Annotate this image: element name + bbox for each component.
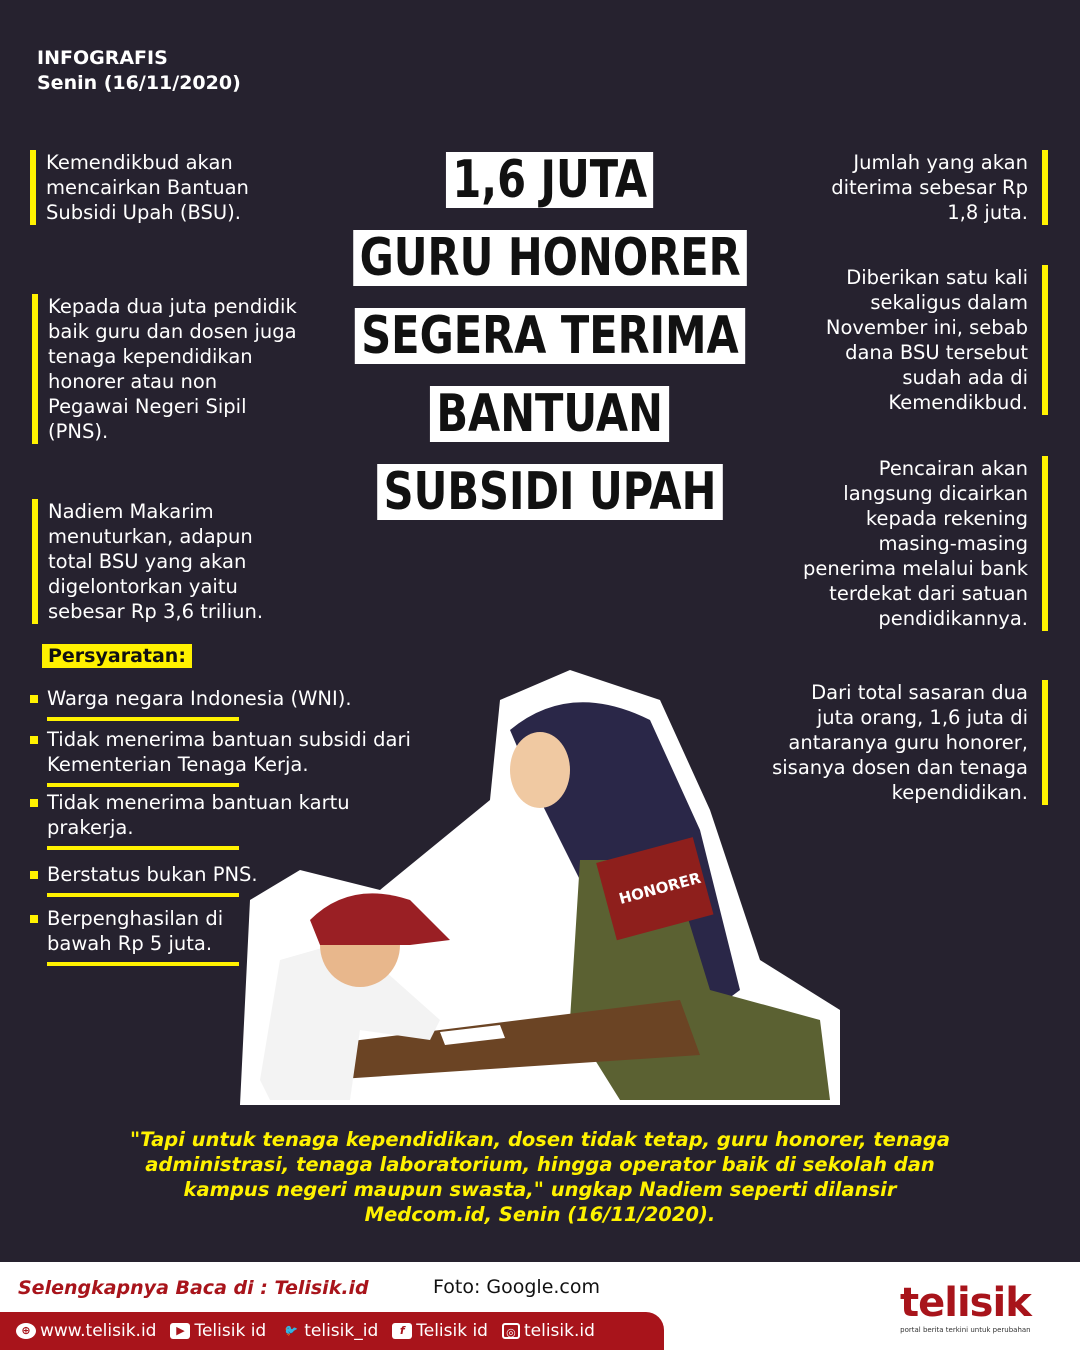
requirement-item: Tidak menerima bantuan kartu prakerja. — [30, 790, 350, 850]
headline-line: SEGERA TERIMA — [355, 308, 745, 364]
headline — [290, 152, 810, 520]
left-note: Kemendikbud akan mencairkan Bantuan Subsidi Upah (BSU). — [30, 150, 250, 225]
right-note: Dari total sasaran dua juta orang, 1,6 juta di antaranya guru honorer, sisanya dosen dan tenaga kependidikan. — [768, 680, 1048, 805]
left-note: Nadiem Makarim menuturkan, adapun total BSU yang akan digelontorkan yaitu sebesar Rp 3,6 triliun. — [32, 499, 302, 624]
headline-line: BANTUAN — [430, 386, 669, 442]
instagram-link[interactable]: ◎ telisik.id — [502, 1321, 595, 1341]
quote: "Tapi untuk tenaga kependidikan, dosen tidak tetap, guru honorer, tenaga administrasi, tenaga laboratorium, hingga operator baik di sekolah dan kampus negeri maupun swasta," ungkap Nadiem seperti dilansir Medcom.id, Senin (16/11/2020). — [129, 1128, 951, 1226]
headline-line: SUBSIDI UPAH — [377, 464, 723, 520]
logo-wordmark: telisik — [900, 1280, 1031, 1326]
logo-tagline: portal berita terkini untuk perubahan — [900, 1326, 1031, 1334]
requirements-label: Persyaratan: — [42, 644, 192, 668]
globe-icon: ⊕ — [16, 1323, 36, 1339]
header — [37, 46, 241, 96]
left-note: Kepada dua juta pendidik baik guru dan dosen juga tenaga kependidikan honorer atau non Pegawai Negeri Sipil (PNS). — [32, 294, 302, 444]
book-label: HONORER — [617, 868, 703, 908]
twitter-link[interactable]: 🐦 telisik_id — [280, 1321, 378, 1341]
requirement-item: Berstatus bukan PNS. — [30, 862, 430, 897]
photo-credit: Foto: Google.com — [433, 1276, 601, 1298]
facebook-icon: f — [392, 1323, 412, 1339]
right-note: Diberikan satu kali sekaligus dalam November ini, sebab dana BSU tersebut sudah ada di Kemendikbud. — [788, 265, 1048, 415]
social-bar — [0, 1312, 664, 1350]
requirement-item: Tidak menerima bantuan subsidi dari Kementerian Tenaga Kerja. — [30, 727, 430, 787]
instagram-icon: ◎ — [502, 1323, 520, 1339]
header-date: Senin (16/11/2020) — [37, 72, 241, 94]
website-link[interactable]: ⊕ www.telisik.id — [16, 1321, 156, 1341]
teacher-student-illustration — [240, 660, 840, 1105]
right-note: Pencairan akan langsung dicairkan kepada rekening masing-masing penerima melalui bank terdekat dari satuan pendidikannya. — [798, 456, 1048, 631]
headline-line: 1,6 JUTA — [446, 152, 654, 208]
facebook-link[interactable]: f Telisik id — [392, 1321, 488, 1341]
read-more-link[interactable]: Selengkapnya Baca di : Telisik.id — [18, 1277, 369, 1299]
headline-line: GURU HONORER — [353, 230, 747, 286]
header-label: INFOGRAFIS — [37, 47, 168, 69]
twitter-icon: 🐦 — [283, 1324, 298, 1337]
requirement-item: Warga negara Indonesia (WNI). — [30, 686, 430, 721]
telisik-logo — [900, 1280, 1031, 1334]
right-note: Jumlah yang akan diterima sebesar Rp 1,8 juta. — [808, 150, 1048, 225]
youtube-icon: ▶ — [170, 1323, 190, 1339]
youtube-link[interactable]: ▶ Telisik id — [170, 1321, 266, 1341]
requirement-item: Berpenghasilan di bawah Rp 5 juta. — [30, 906, 270, 966]
